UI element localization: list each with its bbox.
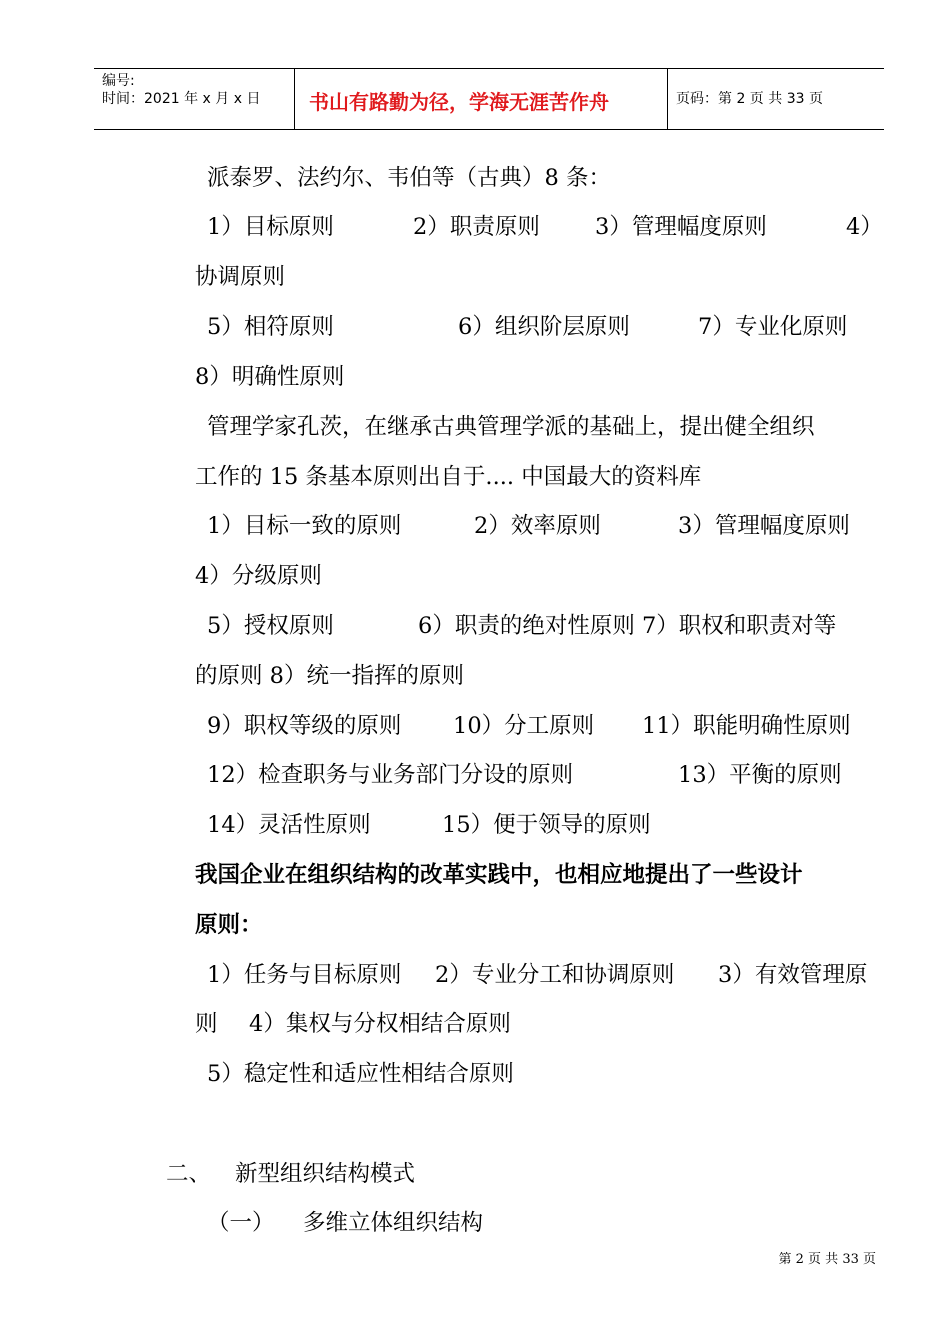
- section-number: 二、: [166, 1161, 212, 1187]
- body-line: 协调原则: [195, 264, 286, 290]
- body-line: 14）灵活性原则: [207, 812, 371, 838]
- body-line: 10）分工原则: [453, 713, 595, 739]
- body-line: 6）组织阶层原则: [458, 314, 630, 340]
- body-line: 5）相符原则: [207, 314, 334, 340]
- header-page-cell: [668, 69, 884, 129]
- body-line: 5）稳定性和适应性相结合原则: [207, 1061, 514, 1087]
- body-line: 4）分级原则: [195, 563, 322, 589]
- body-line: 3）有效管理原: [718, 962, 868, 988]
- body-line: 15）便于领导的原则: [442, 812, 651, 838]
- body-line: 6）职责的绝对性原则 7）职权和职责对等: [418, 613, 837, 639]
- body-line: 8）明确性原则: [195, 364, 345, 390]
- body-bold-line: 我国企业在组织结构的改革实践中，也相应地提出了一些设计: [195, 862, 803, 888]
- body-line: 1）任务与目标原则: [207, 962, 402, 988]
- body-line: 的原则 8）统一指挥的原则: [195, 663, 464, 689]
- body-line: 1）目标一致的原则: [207, 513, 402, 539]
- body-line: 2）效率原则: [474, 513, 601, 539]
- body-line: 12）检查职务与业务部门分设的原则: [207, 762, 574, 788]
- body-line: 管理学家孔茨，在继承古典管理学派的基础上，提出健全组织: [207, 414, 815, 440]
- header-motto-cell: [295, 69, 668, 129]
- document-number-label: 编号:: [102, 73, 135, 89]
- body-line: 9）职权等级的原则: [207, 713, 402, 739]
- body-line: 2）专业分工和协调原则: [435, 962, 675, 988]
- header-motto: 书山有路勤为径，学海无涯苦作舟: [309, 90, 609, 114]
- subsection-title: 多维立体组织结构: [303, 1210, 484, 1236]
- body-line: 4）: [846, 214, 883, 240]
- body-line: 4）集权与分权相结合原则: [249, 1011, 511, 1037]
- document-header: [94, 68, 884, 130]
- header-meta-cell: [94, 69, 295, 129]
- header-page-info: 页码：第 2 页 共 33 页: [676, 91, 823, 107]
- body-line: 派泰罗、法约尔、韦伯等（古典）8 条：: [207, 165, 611, 191]
- body-line: 11）职能明确性原则: [642, 713, 851, 739]
- section-title: 新型组织结构模式: [235, 1161, 416, 1187]
- body-line: 13）平衡的原则: [678, 762, 842, 788]
- body-line: 则: [195, 1011, 218, 1037]
- body-line: 工作的 15 条基本原则出自于.... 中国最大的资料库: [195, 464, 702, 490]
- body-line: 2）职责原则: [413, 214, 540, 240]
- body-bold-line: 原则：: [195, 912, 263, 938]
- body-line: 1）目标原则: [207, 214, 334, 240]
- subsection-number: （一）: [207, 1210, 275, 1236]
- body-line: 3）管理幅度原则: [595, 214, 767, 240]
- body-line: 3）管理幅度原则: [678, 513, 850, 539]
- body-line: 5）授权原则: [207, 613, 334, 639]
- body-line: 7）专业化原则: [698, 314, 848, 340]
- document-time-label: 时间：2021 年 x 月 x 日: [102, 91, 261, 107]
- footer-page-number: 第 2 页 共 33 页: [778, 1252, 876, 1267]
